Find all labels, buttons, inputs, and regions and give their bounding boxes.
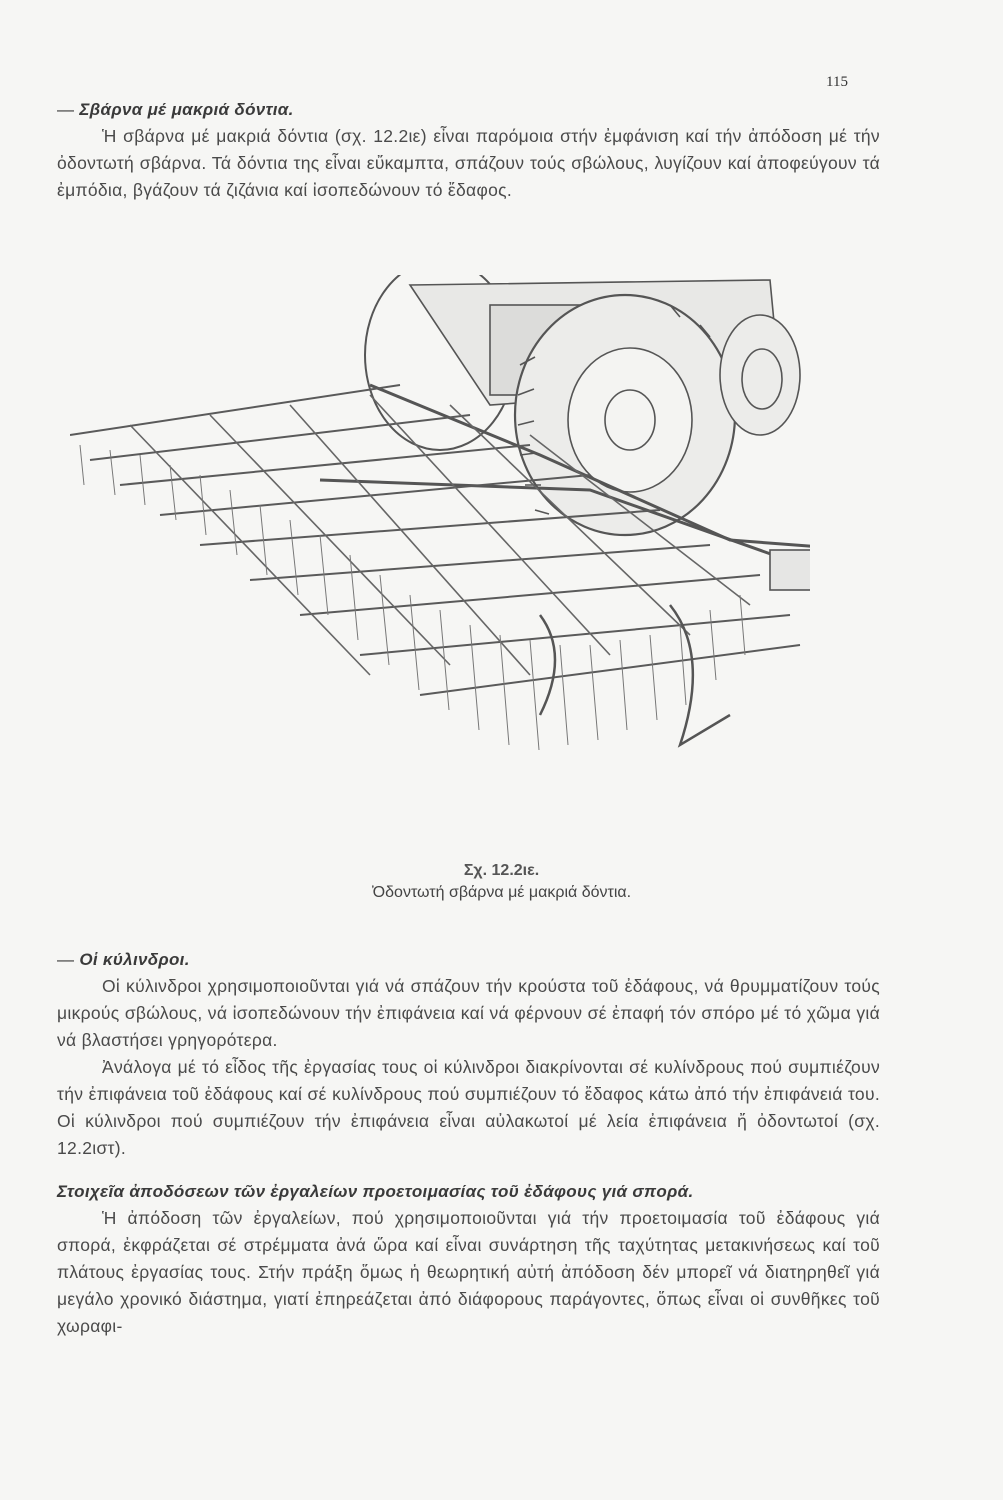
figure-caption — [0, 860, 1003, 904]
heading-text: Σβάρνα μέ μακριά δόντια. — [79, 100, 294, 119]
page-number: 115 — [826, 74, 848, 90]
paragraph: Οἱ κύλινδροι χρησιμοποιοῦνται γιά νά σπάζουν τήν κρούστα τοῦ ἐδάφους, νά θρυμματίζουν τούς μικρούς σβώλους, νά ἰσοπεδώνουν τήν ἐπιφάνεια καί νά φέρνουν σέ ἐπαφή τόν σπόρο μέ τό χῶμα γιά νά βλαστήσει γρηγορότερα. — [57, 976, 880, 1050]
section-heading — [57, 96, 880, 123]
paragraph: Ἀνάλογα μέ τό εἶδος τῆς ἐργασίας τους οἱ κύλινδροι διακρίνονται σέ κυλίνδρους πού συμπιέζουν τήν ἐπιφάνεια τοῦ ἐδάφους καί σέ κυλίνδρους πού συμπιέζουν τό ἔδαφος κάτω ἀπό τήν ἐπιφάνειά του. Οἱ κύλινδροι πού συμπιέζουν τήν ἐπιφάνεια εἶναι αὐλακωτοί μέ λεία ἐπιφάνεια ἤ ὀδοντωτοί (σχ. 12.2ιστ). — [57, 1057, 880, 1158]
heading-dash: — — [57, 950, 75, 969]
harrow-tractor-illustration-icon — [70, 275, 810, 835]
heading-text: Οἱ κύλινδροι. — [79, 950, 190, 969]
paragraph: Ἡ ἀπόδοση τῶν ἐργαλείων, πού χρησιμοποιοῦνται γιά τήν προετοιμασία τοῦ ἐδάφους γιά σπορά, ἐκφράζεται σέ στρέμματα ἀνά ὥρα καί εἶναι συνάρτηση τῆς ταχύτητας μετακινήσεως καί τοῦ πλάτους ἐργασίας τους. Στήν πράξη ὅμως ἡ θεωρητική αὐτή ἀπόδοση δέν μπορεῖ νά διατηρηθεῖ γιά μεγάλο χρονικό διάστημα, γιατί ἐπηρεάζεται ἀπό διάφορους παράγοντες, ὅπως εἶναι οἱ συνθῆκες τοῦ χωραφι- — [57, 1208, 880, 1336]
heading-dash: — — [57, 100, 75, 119]
paragraph: Ἡ σβάρνα μέ μακριά δόντια (σχ. 12.2ιε) εἶναι παρόμοια στήν ἐμφάνιση καί τήν ἀπόδοση μέ τήν ὀδοντωτή σβάρνα. Τά δόντια της εἶναι εὔκαμπτα, σπάζουν τούς σβώλους, λυγίζουν καί ἀποφεύγουν τά ἐμπόδια, βγάζουν τά ζιζάνια καί ἰσοπεδώνουν τό ἔδαφος. — [57, 126, 880, 200]
figure-number: Σχ. 12.2ιε. — [463, 862, 540, 879]
section-long-tooth-harrow — [57, 96, 880, 204]
section-rollers — [57, 946, 880, 1162]
section-heading — [57, 946, 880, 973]
section-performance — [57, 1178, 880, 1340]
caption-text: Ὀδοντωτή σβάρνα μέ μακριά δόντια. — [371, 884, 632, 901]
section-heading: Στοιχεῖα ἀποδόσεων τῶν ἐργαλείων προετοιμασίας τοῦ ἐδάφους γιά σπορά. — [57, 1182, 694, 1201]
